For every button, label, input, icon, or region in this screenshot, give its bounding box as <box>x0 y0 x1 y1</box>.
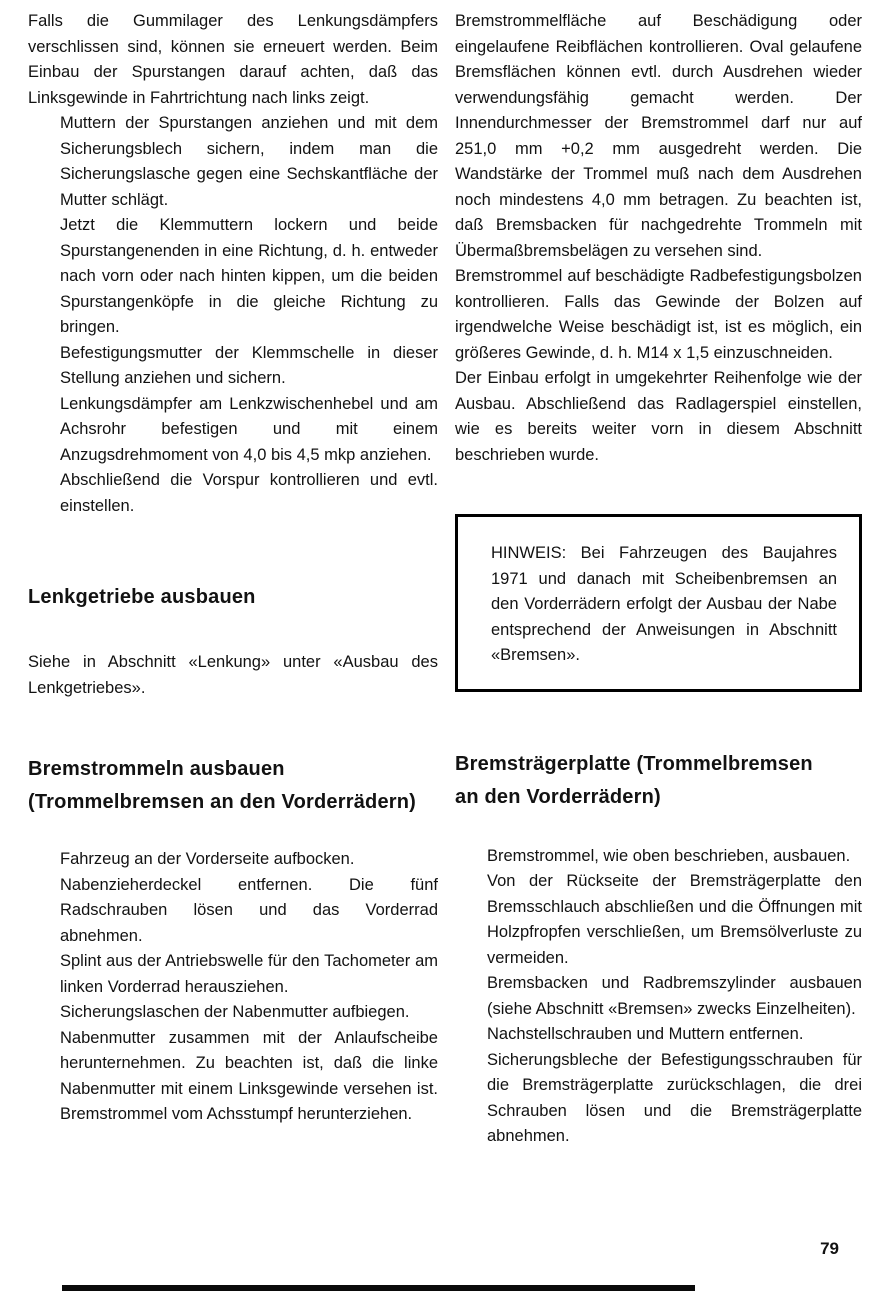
heading-line: Bremstrommeln ausbauen <box>28 758 285 780</box>
bullet-item <box>455 1048 862 1150</box>
bullet-text: Bremstrommel, wie oben beschrieben, ausbauen. <box>487 846 851 865</box>
scan-edge-artifact <box>62 1285 695 1291</box>
bullet-text: Fahrzeug an der Vorderseite aufbocken. <box>60 850 355 868</box>
section-heading-lenkgetriebe: Lenkgetriebe ausbauen <box>28 586 256 608</box>
bullet-item <box>28 213 438 341</box>
left-column <box>28 9 438 1128</box>
heading-line: an den Vorderrädern) <box>455 785 661 808</box>
bullet-text: Splint aus der Antriebswelle für den Tachometer am linken Vorderrad herausziehen. <box>60 952 438 996</box>
bullet-text: Nachstellschrauben und Muttern entfernen. <box>487 1025 804 1043</box>
bullet-item <box>28 873 438 950</box>
hinweis-note-box <box>455 514 862 692</box>
bullet-item <box>28 111 438 213</box>
hinweis-text: HINWEIS: Bei Fahrzeugen des Baujahres 1971 und danach mit Scheibenbremsen an den Vorderrädern erfolgt der Ausbau der Nabe entsprechend der Anweisungen in Abschnitt «Bremsen». <box>491 544 837 664</box>
bullet-item <box>455 1022 862 1048</box>
heading-line: (Trommelbremsen an den Vorderrädern) <box>28 791 417 813</box>
section-heading-bremstraegerplatte <box>455 748 862 814</box>
bullet-item <box>455 971 862 1022</box>
steering-bullet-list <box>28 111 438 519</box>
bullet-text: Abschließend die Vorspur kontrollieren und evtl. einstellen. <box>60 471 438 515</box>
page-number: 79 <box>820 1239 839 1258</box>
bullet-text: Jetzt die Klemmuttern lockern und beide Spurstangenenden in eine Richtung, d. h. entweder nach vorn oder nach hinten kippen, um die beiden Spurstangenköpfe in die gleiche Richtung zu bringen. <box>60 216 438 336</box>
bullet-text: Bremsbacken und Radbremszylinder ausbauen (siehe Abschnitt «Bremsen» zwecks Einzelheiten). <box>487 974 862 1018</box>
bullet-text: Nabenzieherdeckel entfernen. Die fünf Radschrauben lösen und das Vorderrad abnehmen. <box>60 875 438 945</box>
right-column <box>455 9 862 1150</box>
bullet-text: Nabenmutter zusammen mit der Anlaufscheibe herunternehmen. Zu beachten ist, daß die linke Nabenmutter mit einem Linksgewinde versehen ist. Bremstrommel vom Achsstumpf herunterziehen. <box>60 1028 438 1123</box>
bullet-text: Muttern der Spurstangen anziehen und mit dem Sicherungsblech sichern, indem man die Sicherungslasche gegen eine Sechskantfläche der Mutter schlägt. <box>60 114 438 209</box>
bullet-text: Lenkungsdämpfer am Lenkzwischenhebel und am Achsrohr befestigen und mit einem Anzugsdrehmoment von 4,0 bis 4,5 mkp anziehen. <box>60 394 438 464</box>
lenkgetriebe-body: Siehe in Abschnitt «Lenkung» unter «Ausbau des Lenkgetriebes». <box>28 653 438 697</box>
wheel-bolt-paragraph: Bremstrommel auf beschädigte Radbefestigungsbolzen kontrollieren. Falls das Gewinde der Bolzen auf irgendwelche Weise beschädigt ist, ist es möglich, ein größeres Gewinde, d. h. M14 x 1,5 einzuschneiden. <box>455 267 862 362</box>
brake-drum-paragraph: Bremstrommelfläche auf Beschädigung oder eingelaufene Reibflächen kontrollieren. Oval gelaufene Bremsflächen können evtl. durch Ausdrehen wieder verwendungsfähig gemacht werden. Der Innendurchmesser der Bremstrommel darf nur auf 251,0 mm +0,2 mm ausgedreht werden. Die Wandstärke der Trommel muß nach dem Ausdrehen noch mindestens 4,0 mm betragen. Zu beachten ist, daß Bremsbacken für nachgedrehte Trommeln mit Übermaßbremsbelägen zu versehen sind. <box>455 12 862 260</box>
bremstraegerplatte-bullet-list <box>455 844 862 1150</box>
bullet-item <box>28 1000 438 1026</box>
reassembly-paragraph: Der Einbau erfolgt in umgekehrter Reihenfolge wie der Ausbau. Abschließend das Radlagerspiel einstellen, wie es bereits weiter vorn in diesem Abschnitt beschrieben wurde. <box>455 369 862 464</box>
bullet-item <box>28 468 438 519</box>
bullet-text: Von der Rückseite der Bremsträgerplatte den Bremsschlauch abschließen und die Öffnungen mit Holzpfropfen verschließen, um Bremsölverluste zu vermeiden. <box>487 872 862 967</box>
bullet-item <box>28 341 438 392</box>
section-heading-bremstrommeln <box>28 753 438 819</box>
bullet-item <box>28 392 438 469</box>
bullet-item <box>455 844 862 870</box>
bullet-text: Sicherungslaschen der Nabenmutter aufbiegen. <box>60 1003 410 1021</box>
bullet-item <box>28 847 438 873</box>
bullet-item <box>455 869 862 971</box>
intro-paragraph: Falls die Gummilager des Lenkungsdämpfers verschlissen sind, können sie erneuert werden. Beim Einbau der Spurstangen darauf achten, daß das Linksgewinde in Fahrtrichtung nach links zeigt. <box>28 12 438 107</box>
heading-line: Bremsträgerplatte (Trommelbremsen <box>455 752 813 775</box>
bullet-item <box>28 949 438 1000</box>
bullet-text: Sicherungsbleche der Befestigungsschrauben für die Bremsträgerplatte zurückschlagen, die drei Schrauben lösen und die Bremsträgerplatte abnehmen. <box>487 1050 862 1145</box>
bullet-item <box>28 1026 438 1128</box>
bullet-text: Befestigungsmutter der Klemmschelle in dieser Stellung anziehen und sichern. <box>60 343 438 387</box>
bremstrommeln-bullet-list <box>28 847 438 1128</box>
